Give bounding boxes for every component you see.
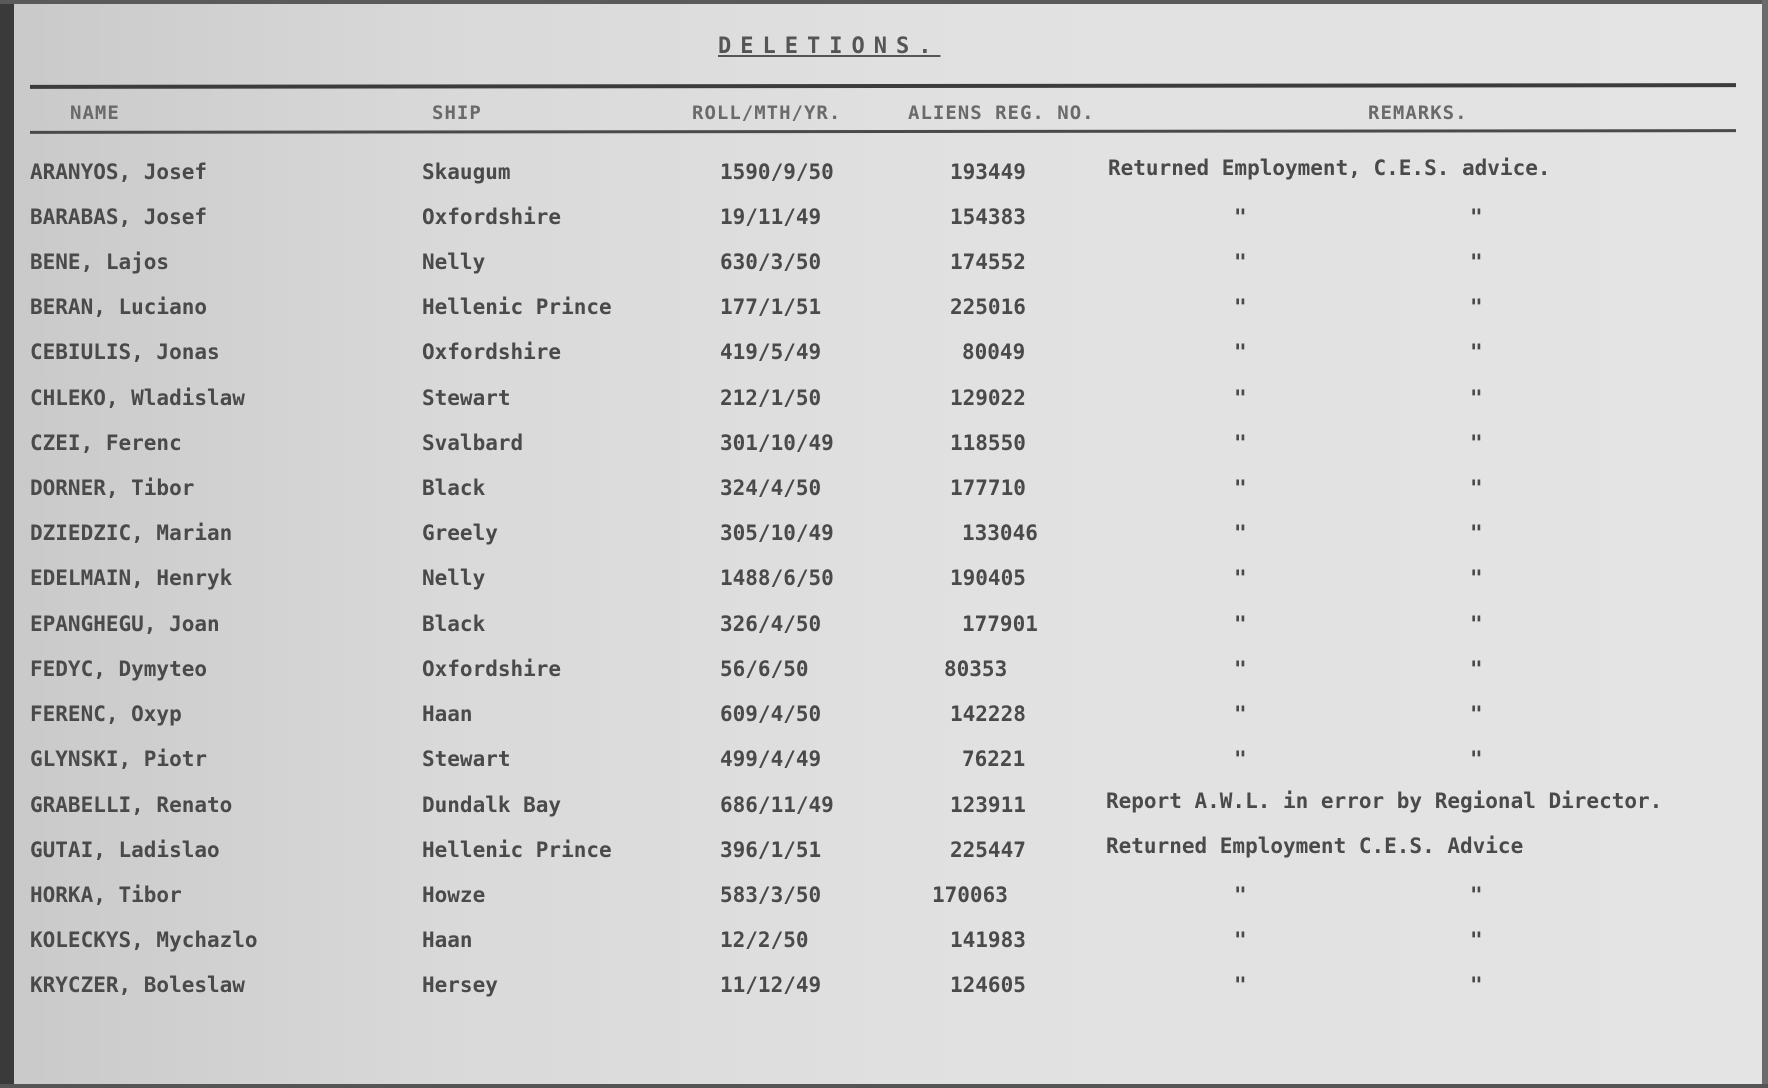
cell-ditto: " [1234, 431, 1247, 455]
cell-alien-reg: 174552 [950, 250, 1026, 274]
table-row [0, 156, 1768, 200]
table-row [0, 612, 1768, 652]
cell-ship: Stewart [422, 386, 511, 410]
cell-name: EPANGHEGU, Joan [30, 612, 220, 636]
cell-name: HORKA, Tibor [30, 883, 182, 907]
cell-name: KRYCZER, Boleslaw [30, 973, 245, 997]
cell-ship: Hellenic Prince [422, 838, 612, 862]
cell-alien-reg: 142228 [950, 702, 1026, 726]
cell-alien-reg: 177710 [950, 476, 1026, 500]
cell-roll: 419/5/49 [720, 340, 822, 364]
cell-name: DORNER, Tibor [30, 476, 195, 500]
table-row [0, 250, 1768, 290]
cell-roll: 499/4/49 [720, 747, 822, 771]
scan-top-edge [0, 0, 1768, 4]
cell-remarks: Returned Employment, C.E.S. advice. [1108, 156, 1551, 180]
cell-ship: Stewart [422, 747, 511, 771]
cell-alien-reg: 123911 [950, 793, 1026, 817]
cell-alien-reg: 154383 [950, 205, 1026, 229]
page-title: DELETIONS. [718, 34, 941, 59]
cell-ditto: " [1234, 250, 1247, 274]
cell-ship: Hersey [422, 973, 498, 997]
cell-name: ARANYOS, Josef [30, 160, 208, 184]
cell-remarks: Report A.W.L. in error by Regional Director. [1106, 789, 1663, 813]
cell-ditto: " [1470, 702, 1483, 726]
cell-ditto: " [1234, 521, 1247, 545]
cell-alien-reg: 118550 [950, 431, 1026, 455]
cell-alien-reg: 177901 [962, 612, 1038, 636]
cell-alien-reg: 141983 [950, 928, 1026, 952]
cell-ditto: " [1470, 250, 1483, 274]
cell-ship: Haan [422, 928, 473, 952]
header-rule-bottom [30, 129, 1736, 134]
cell-ditto: " [1234, 928, 1247, 952]
cell-name: BARABAS, Josef [30, 205, 208, 229]
cell-ditto: " [1234, 205, 1247, 229]
cell-roll: 609/4/50 [720, 702, 822, 726]
table-row [0, 205, 1768, 245]
header-rule-top [30, 83, 1736, 89]
cell-ship: Oxfordshire [422, 340, 562, 364]
cell-ditto: " [1470, 883, 1483, 907]
cell-ditto: " [1234, 340, 1247, 364]
cell-name: CEBIULIS, Jonas [30, 340, 220, 364]
cell-roll: 301/10/49 [720, 431, 834, 455]
cell-roll: 12/2/50 [720, 928, 809, 952]
cell-roll: 19/11/49 [720, 205, 822, 229]
cell-alien-reg: 225447 [950, 838, 1026, 862]
cell-ditto: " [1234, 295, 1247, 319]
cell-ship: Nelly [422, 250, 486, 274]
cell-ditto: " [1470, 747, 1483, 771]
cell-ship: Nelly [422, 566, 486, 590]
cell-ditto: " [1470, 521, 1483, 545]
cell-roll: 1488/6/50 [720, 566, 834, 590]
cell-alien-reg: 76221 [962, 747, 1026, 771]
cell-roll: 630/3/50 [720, 250, 822, 274]
table-row [0, 928, 1768, 968]
header-alien-reg: ALIENS REG. NO. [908, 102, 1095, 124]
cell-ditto: " [1234, 566, 1247, 590]
cell-name: FEDYC, Dymyteo [30, 657, 208, 681]
cell-alien-reg: 133046 [962, 521, 1038, 545]
table-row [0, 386, 1768, 426]
cell-alien-reg: 193449 [950, 160, 1026, 184]
header-name: NAME [70, 102, 120, 124]
table-row [0, 834, 1768, 878]
cell-roll: 1590/9/50 [720, 160, 834, 184]
table-row [0, 521, 1768, 561]
table-row [0, 295, 1768, 335]
cell-ship: Howze [422, 883, 486, 907]
cell-ditto: " [1234, 747, 1247, 771]
table-row [0, 431, 1768, 471]
table-row [0, 702, 1768, 742]
cell-ship: Svalbard [422, 431, 524, 455]
cell-ditto: " [1470, 386, 1483, 410]
cell-ditto: " [1470, 973, 1483, 997]
cell-ditto: " [1470, 205, 1483, 229]
cell-ship: Greely [422, 521, 498, 545]
cell-name: CHLEKO, Wladislaw [30, 386, 245, 410]
cell-ditto: " [1470, 340, 1483, 364]
cell-alien-reg: 124605 [950, 973, 1026, 997]
table-row [0, 747, 1768, 787]
table-row [0, 566, 1768, 606]
cell-ditto: " [1234, 973, 1247, 997]
cell-ditto: " [1234, 612, 1247, 636]
cell-roll: 177/1/51 [720, 295, 822, 319]
cell-alien-reg: 80353 [944, 657, 1008, 681]
cell-roll: 305/10/49 [720, 521, 834, 545]
cell-name: FERENC, Oxyp [30, 702, 182, 726]
cell-ditto: " [1234, 657, 1247, 681]
cell-name: EDELMAIN, Henryk [30, 566, 233, 590]
header-ship: SHIP [432, 102, 482, 124]
cell-ditto: " [1234, 702, 1247, 726]
cell-ship: Oxfordshire [422, 657, 562, 681]
cell-ditto: " [1234, 476, 1247, 500]
cell-remarks: Returned Employment C.E.S. Advice [1106, 834, 1524, 858]
table-row [0, 973, 1768, 1013]
scan-bottom-edge [0, 1084, 1768, 1088]
cell-alien-reg: 170063 [932, 883, 1008, 907]
cell-roll: 212/1/50 [720, 386, 822, 410]
cell-ship: Dundalk Bay [422, 793, 562, 817]
cell-ditto: " [1470, 928, 1483, 952]
cell-name: GRABELLI, Renato [30, 793, 233, 817]
cell-ditto: " [1234, 386, 1247, 410]
cell-roll: 686/11/49 [720, 793, 834, 817]
cell-name: GUTAI, Ladislao [30, 838, 220, 862]
cell-ditto: " [1470, 431, 1483, 455]
cell-alien-reg: 129022 [950, 386, 1026, 410]
cell-ship: Hellenic Prince [422, 295, 612, 319]
cell-name: GLYNSKI, Piotr [30, 747, 208, 771]
cell-ship: Oxfordshire [422, 205, 562, 229]
cell-roll: 324/4/50 [720, 476, 822, 500]
cell-roll: 326/4/50 [720, 612, 822, 636]
cell-ship: Skaugum [422, 160, 511, 184]
cell-roll: 56/6/50 [720, 657, 809, 681]
cell-ship: Black [422, 476, 486, 500]
cell-ditto: " [1234, 883, 1247, 907]
cell-ditto: " [1470, 476, 1483, 500]
table-row [0, 789, 1768, 833]
cell-ditto: " [1470, 612, 1483, 636]
cell-alien-reg: 80049 [962, 340, 1026, 364]
cell-alien-reg: 190405 [950, 566, 1026, 590]
header-roll: ROLL/MTH/YR. [692, 102, 842, 124]
cell-alien-reg: 225016 [950, 295, 1026, 319]
table-row [0, 340, 1768, 380]
cell-ditto: " [1470, 295, 1483, 319]
cell-roll: 396/1/51 [720, 838, 822, 862]
cell-name: BERAN, Luciano [30, 295, 208, 319]
cell-roll: 11/12/49 [720, 973, 822, 997]
cell-name: BENE, Lajos [30, 250, 170, 274]
table-row [0, 883, 1768, 923]
table-row [0, 476, 1768, 516]
cell-ditto: " [1470, 566, 1483, 590]
cell-roll: 583/3/50 [720, 883, 822, 907]
cell-name: DZIEDZIC, Marian [30, 521, 233, 545]
cell-ship: Haan [422, 702, 473, 726]
cell-ditto: " [1470, 657, 1483, 681]
cell-name: KOLECKYS, Mychazlo [30, 928, 258, 952]
header-remarks: REMARKS. [1368, 102, 1468, 124]
table-row [0, 657, 1768, 697]
cell-name: CZEI, Ferenc [30, 431, 182, 455]
cell-ship: Black [422, 612, 486, 636]
